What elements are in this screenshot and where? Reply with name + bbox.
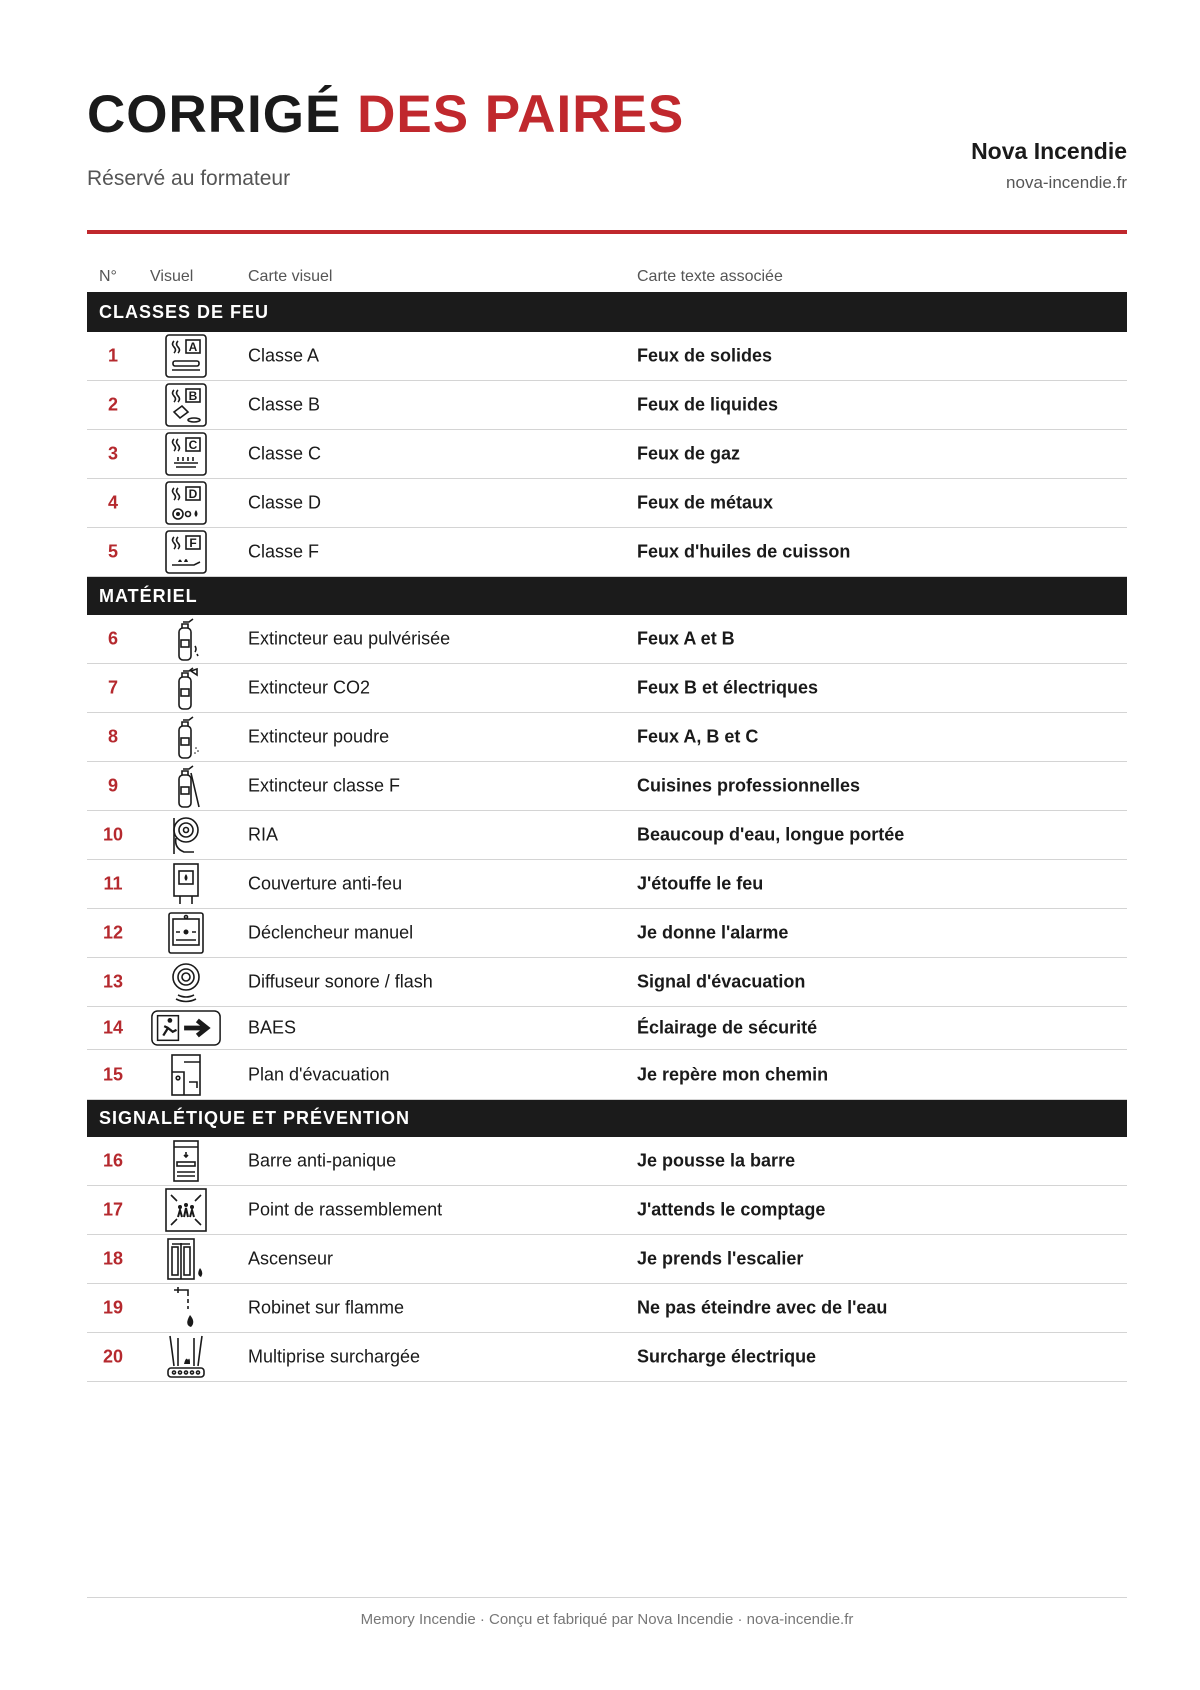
column-header-num: N°: [99, 268, 117, 285]
table-row: [87, 1186, 1127, 1235]
row-number: 15: [102, 1064, 124, 1084]
svg-text:B: B: [188, 389, 198, 403]
visual-card-label: Extincteur classe F: [248, 775, 401, 796]
water-extinguisher-icon: [150, 616, 222, 662]
fire-class-b-icon: [150, 382, 222, 428]
row-number: 3: [107, 443, 118, 464]
header-rule: [87, 230, 1127, 234]
table-row: [87, 332, 1127, 381]
table-row: [87, 860, 1127, 909]
table-row: [87, 1333, 1127, 1382]
section-header: CLASSES DE FEU: [87, 292, 1127, 332]
table-row: [87, 664, 1127, 713]
visual-card-label: Extincteur eau pulvérisée: [248, 628, 451, 649]
text-card-label: Je repère mon chemin: [637, 1064, 829, 1084]
pairs-table: [87, 292, 1127, 1382]
page-footer: Memory Incendie · Conçu et fabriqué par Nova Incendie · nova-incendie.fr: [360, 1611, 854, 1628]
manual-call-point-icon: [150, 910, 222, 956]
table-row: [87, 713, 1127, 762]
emergency-exit-sign-icon: [150, 1005, 222, 1051]
faucet-on-flame-icon: [150, 1285, 222, 1331]
table-row: [87, 1137, 1127, 1186]
visual-card-label: Extincteur CO2: [248, 677, 371, 698]
column-header-visual: Visuel: [150, 268, 194, 285]
column-header-text-card: Carte texte associée: [637, 268, 783, 285]
footer-rule: [87, 1597, 1127, 1598]
page-subtitle: Réservé au formateur: [87, 167, 291, 190]
visual-card-label: Barre anti-panique: [248, 1150, 397, 1171]
elevator-icon: [150, 1236, 222, 1282]
text-card-label: Feux d'huiles de cuisson: [637, 541, 851, 562]
row-number: 13: [102, 971, 124, 992]
visual-card-label: Extincteur poudre: [248, 726, 390, 747]
powder-extinguisher-icon: [150, 714, 222, 760]
visual-card-label: Point de rassemblement: [248, 1199, 443, 1220]
table-row: [87, 958, 1127, 1007]
row-number: 9: [107, 775, 118, 796]
visual-card-label: Ascenseur: [248, 1248, 334, 1269]
text-card-label: Signal d'évacuation: [637, 971, 806, 992]
text-card-label: Feux de gaz: [637, 443, 741, 464]
table-row: [87, 615, 1127, 664]
text-card-label: Éclairage de sécurité: [637, 1017, 818, 1038]
text-card-label: Feux de métaux: [637, 492, 774, 513]
row-number: 16: [102, 1150, 124, 1171]
row-number: 7: [107, 677, 118, 698]
fire-class-c-icon: [150, 431, 222, 477]
table-row: [87, 1007, 1127, 1050]
visual-card-label: Déclencheur manuel: [248, 922, 414, 943]
text-card-label: Feux A et B: [637, 628, 735, 649]
visual-card-label: BAES: [248, 1017, 297, 1038]
text-card-label: Feux A, B et C: [637, 726, 759, 747]
brand-url: nova-incendie.fr: [1006, 173, 1127, 192]
text-card-label: Je donne l'alarme: [637, 922, 789, 943]
text-card-label: Feux de liquides: [637, 394, 779, 415]
fire-class-f-icon: [150, 529, 222, 575]
visual-card-label: Couverture anti-feu: [248, 873, 403, 894]
row-number: 20: [102, 1346, 124, 1367]
title-part-2: DES PAIRES: [357, 85, 685, 144]
text-card-label: J'attends le comptage: [637, 1199, 826, 1220]
svg-text:F: F: [189, 536, 197, 550]
row-number: 10: [102, 824, 124, 845]
brand-name: Nova Incendie: [971, 138, 1127, 164]
table-row: [87, 430, 1127, 479]
table-row: [87, 1284, 1127, 1333]
overloaded-power-strip-icon: [150, 1334, 222, 1380]
table-row: [87, 909, 1127, 958]
table-row: [87, 762, 1127, 811]
text-card-label: Je prends l'escalier: [637, 1248, 804, 1269]
table-row: [87, 1235, 1127, 1284]
sounder-flash-icon: [150, 959, 222, 1005]
text-card-label: Feux de solides: [637, 345, 773, 366]
row-number: 14: [102, 1017, 124, 1038]
table-row: [87, 811, 1127, 860]
fire-class-d-icon: [150, 480, 222, 526]
row-number: 11: [103, 873, 123, 894]
row-number: 2: [107, 394, 118, 415]
table-row: [87, 528, 1127, 577]
svg-text:C: C: [188, 438, 198, 452]
fire-hose-reel-icon: [150, 812, 222, 858]
visual-card-label: Classe B: [248, 394, 321, 415]
text-card-label: J'étouffe le feu: [637, 873, 764, 894]
row-number: 8: [107, 726, 118, 747]
class-f-extinguisher-icon: [150, 763, 222, 809]
column-header-visual-card: Carte visuel: [248, 268, 333, 285]
panic-bar-door-icon: [150, 1138, 222, 1184]
text-card-label: Ne pas éteindre avec de l'eau: [637, 1297, 888, 1318]
row-number: 6: [107, 628, 118, 649]
fire-blanket-icon: [150, 861, 222, 907]
svg-text:A: A: [188, 340, 198, 354]
row-number: 5: [107, 541, 118, 562]
co2-extinguisher-icon: [150, 665, 222, 711]
table-row: [87, 381, 1127, 430]
page-title: [87, 84, 684, 145]
evacuation-plan-icon: [150, 1052, 222, 1098]
row-number: 12: [102, 922, 124, 943]
row-number: 1: [107, 345, 118, 366]
visual-card-label: Multiprise surchargée: [248, 1346, 421, 1367]
text-card-label: Feux B et électriques: [637, 677, 819, 698]
fire-class-a-icon: [150, 333, 222, 379]
visual-card-label: Diffuseur sonore / flash: [248, 971, 433, 992]
visual-card-label: Classe D: [248, 492, 322, 513]
text-card-label: Je pousse la barre: [637, 1150, 796, 1171]
visual-card-label: Robinet sur flamme: [248, 1297, 405, 1318]
row-number: 18: [102, 1248, 124, 1269]
row-number: 4: [107, 492, 118, 513]
svg-text:D: D: [188, 487, 198, 501]
visual-card-label: Plan d'évacuation: [248, 1064, 390, 1084]
text-card-label: Beaucoup d'eau, longue portée: [637, 824, 905, 845]
text-card-label: Surcharge électrique: [637, 1346, 817, 1367]
row-number: 19: [102, 1297, 124, 1318]
assembly-point-icon: [150, 1187, 222, 1233]
visual-card-label: Classe A: [248, 345, 320, 366]
title-part-1: CORRIGÉ: [87, 85, 342, 144]
table-row: [87, 1050, 1127, 1100]
visual-card-label: Classe F: [248, 541, 320, 562]
section-header: SIGNALÉTIQUE ET PRÉVENTION: [87, 1100, 1127, 1137]
text-card-label: Cuisines professionnelles: [637, 775, 861, 796]
row-number: 17: [102, 1199, 124, 1220]
table-row: [87, 479, 1127, 528]
visual-card-label: RIA: [248, 824, 279, 845]
section-header: MATÉRIEL: [87, 577, 1127, 615]
visual-card-label: Classe C: [248, 443, 322, 464]
